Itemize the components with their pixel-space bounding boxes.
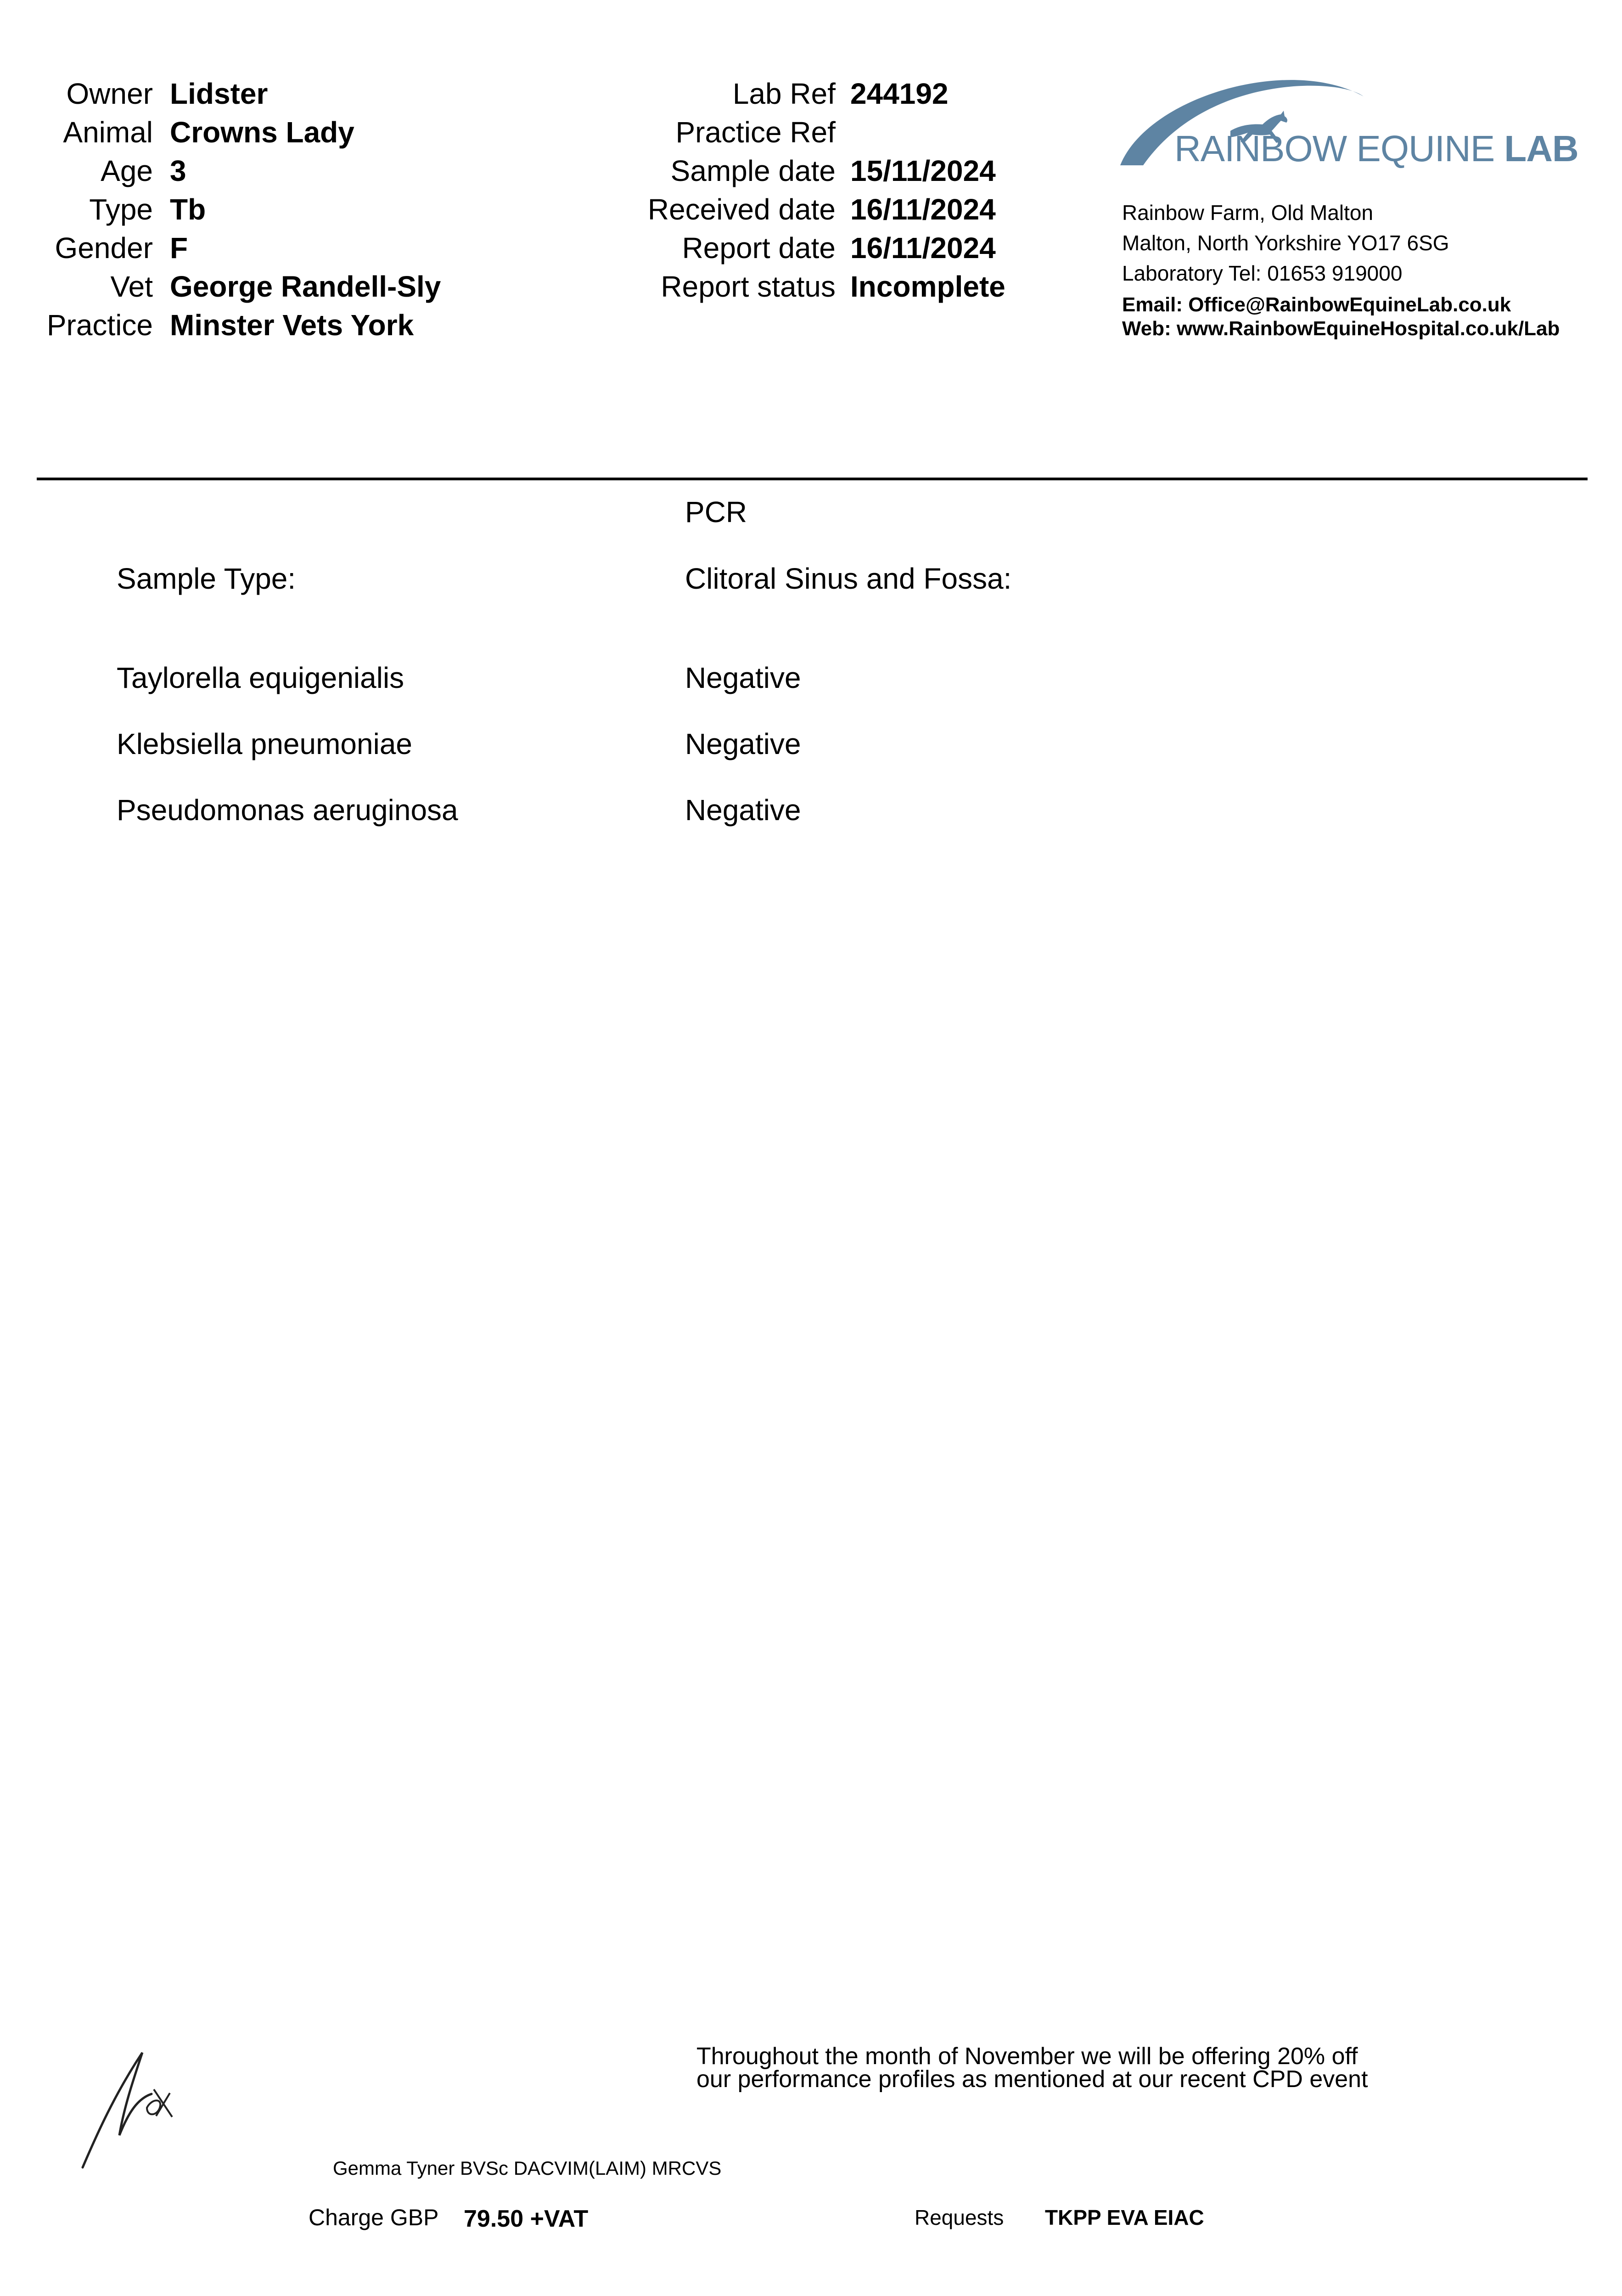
test-heading: PCR — [685, 495, 747, 529]
animal-label: Animal — [63, 116, 153, 149]
lab-ref-label: Lab Ref — [732, 77, 836, 110]
type-label: Type — [89, 193, 153, 226]
promo-line-2: our performance profiles as mentioned at our recent CPD event — [696, 2066, 1368, 2093]
sample-type-value: Clitoral Sinus and Fossa: — [685, 562, 1012, 595]
owner-value: Lidster — [170, 77, 268, 110]
sample-date-value: 15/11/2024 — [850, 154, 996, 187]
age-label: Age — [101, 154, 153, 187]
lab-address — [1122, 197, 1560, 341]
charge-label: Charge GBP — [309, 2205, 439, 2230]
sample-date-label: Sample date — [670, 154, 836, 187]
type-value: Tb — [170, 193, 206, 226]
report-date-value: 16/11/2024 — [850, 231, 996, 264]
vet-value: George Randell-Sly — [170, 270, 441, 303]
address-line-2: Malton, North Yorkshire YO17 6SG — [1122, 231, 1449, 255]
signature-mark — [78, 2043, 174, 2172]
age-value: 3 — [170, 154, 186, 187]
signatory: Gemma Tyner BVSc DACVIM(LAIM) MRCVS — [333, 2157, 722, 2179]
received-date-label: Received date — [647, 193, 836, 226]
result-value: Negative — [685, 793, 801, 827]
result-organism: Taylorella equigenialis — [117, 661, 404, 694]
practice-label: Practice — [46, 309, 153, 342]
requests-value: TKPP EVA EIAC — [1045, 2206, 1204, 2229]
practice-value: Minster Vets York — [170, 309, 414, 342]
vet-label: Vet — [110, 270, 153, 303]
sample-type-label: Sample Type: — [117, 562, 296, 595]
lab-website: Web: www.RainbowEquineHospital.co.uk/Lab — [1122, 317, 1560, 340]
gender-label: Gender — [55, 231, 153, 264]
report-status-value: Incomplete — [850, 270, 1005, 303]
promo-line-1: Throughout the month of November we will be offering 20% off — [696, 2043, 1358, 2070]
charge-value: 79.50 +VAT — [464, 2206, 589, 2232]
requests-label: Requests — [915, 2206, 1004, 2229]
gender-value: F — [170, 231, 188, 264]
logo-text-bold: LAB — [1504, 128, 1578, 169]
result-value: Negative — [685, 661, 801, 694]
lab-logo — [1116, 69, 1578, 184]
lab-telephone: Laboratory Tel: 01653 919000 — [1122, 261, 1403, 285]
report-date-label: Report date — [682, 231, 836, 264]
lab-email: Email: Office@RainbowEquineLab.co.uk — [1122, 293, 1511, 316]
result-organism: Klebsiella pneumoniae — [117, 727, 412, 760]
lab-ref-value: 244192 — [850, 77, 949, 110]
logo-text: RAINBOW EQUINE — [1174, 128, 1495, 169]
address-line-1: Rainbow Farm, Old Malton — [1122, 201, 1374, 225]
report-status-label: Report status — [661, 270, 836, 303]
owner-label: Owner — [66, 77, 153, 110]
received-date-value: 16/11/2024 — [850, 193, 996, 226]
practice-ref-label: Practice Ref — [675, 116, 836, 149]
result-organism: Pseudomonas aeruginosa — [117, 793, 458, 827]
signature — [78, 2043, 174, 2172]
result-value: Negative — [685, 727, 801, 760]
header-divider — [37, 478, 1588, 480]
animal-value: Crowns Lady — [170, 116, 354, 149]
